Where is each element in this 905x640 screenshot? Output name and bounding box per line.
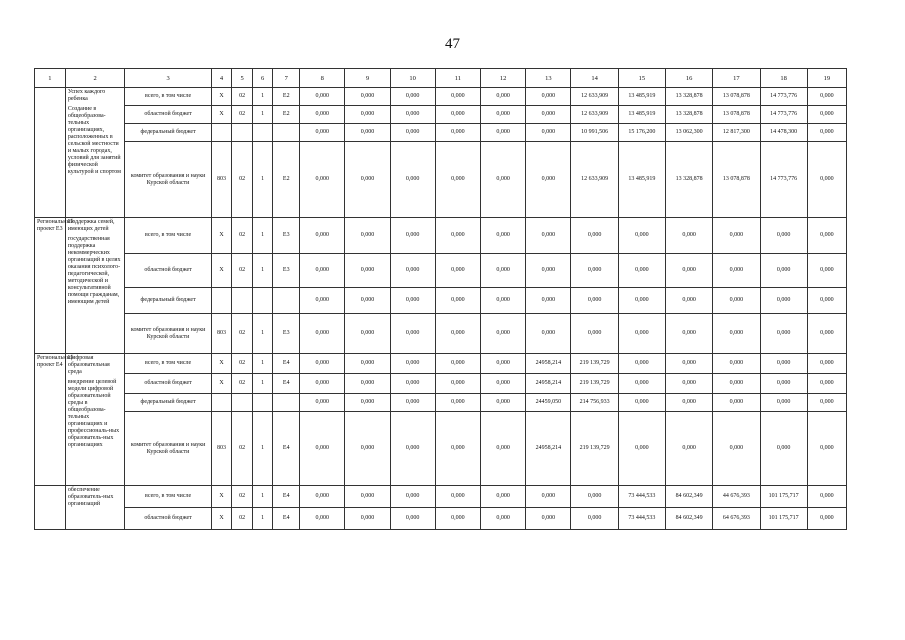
code-cell xyxy=(232,288,253,314)
amount-cell: 13 062,300 xyxy=(665,124,712,142)
amount-cell: 0,000 xyxy=(665,254,712,288)
amount-cell: 24459,050 xyxy=(526,394,571,412)
amount-cell: 0,000 xyxy=(300,374,345,394)
code-cell: 02 xyxy=(232,354,253,374)
amount-cell: 0,000 xyxy=(300,508,345,530)
amount-cell: 73 444,533 xyxy=(618,486,665,508)
amount-cell: 10 991,506 xyxy=(571,124,618,142)
column-header: 9 xyxy=(345,69,390,88)
amount-cell: 0,000 xyxy=(435,486,480,508)
table-row xyxy=(35,106,847,124)
code-cell: 1 xyxy=(252,486,273,508)
funding-source-cell: федеральный бюджет xyxy=(125,394,211,412)
program-cell: Региональный проект Е4 xyxy=(35,354,66,486)
amount-cell: 0,000 xyxy=(571,218,618,254)
measure-title: Успех каждого ребенка xyxy=(67,89,106,102)
amount-cell: 0,000 xyxy=(713,394,760,412)
amount-cell: 0,000 xyxy=(390,288,435,314)
amount-cell: 0,000 xyxy=(345,412,390,486)
amount-cell: 0,000 xyxy=(390,142,435,218)
column-header: 8 xyxy=(300,69,345,88)
code-cell: 02 xyxy=(232,106,253,124)
funding-source-cell: всего, в том числе xyxy=(125,486,211,508)
amount-cell: 0,000 xyxy=(760,314,807,354)
amount-cell: 0,000 xyxy=(526,124,571,142)
amount-cell: 0,000 xyxy=(435,288,480,314)
amount-cell: 0,000 xyxy=(807,254,846,288)
amount-cell: 14 478,300 xyxy=(760,124,807,142)
amount-cell: 0,000 xyxy=(571,288,618,314)
code-cell: Е3 xyxy=(273,218,300,254)
table-row xyxy=(35,142,847,218)
amount-cell: 14 773,776 xyxy=(760,106,807,124)
code-cell: Х xyxy=(211,254,232,288)
code-cell: 02 xyxy=(232,508,253,530)
amount-cell: 0,000 xyxy=(481,142,526,218)
table-row xyxy=(35,394,847,412)
budget-table xyxy=(34,68,847,530)
column-header: 10 xyxy=(390,69,435,88)
amount-cell: 0,000 xyxy=(618,354,665,374)
amount-cell: 0,000 xyxy=(390,374,435,394)
amount-cell: 0,000 xyxy=(300,354,345,374)
code-cell xyxy=(232,394,253,412)
amount-cell: 0,000 xyxy=(618,374,665,394)
amount-cell: 219 139,729 xyxy=(571,374,618,394)
amount-cell: 0,000 xyxy=(526,314,571,354)
amount-cell: 0,000 xyxy=(807,508,846,530)
code-cell: Е3 xyxy=(273,314,300,354)
amount-cell: 13 078,878 xyxy=(713,142,760,218)
amount-cell: 0,000 xyxy=(345,314,390,354)
funding-source-cell: всего, в том числе xyxy=(125,88,211,106)
code-cell: 803 xyxy=(211,142,232,218)
amount-cell: 13 328,878 xyxy=(665,142,712,218)
amount-cell: 0,000 xyxy=(481,288,526,314)
amount-cell: 0,000 xyxy=(807,354,846,374)
column-header: 4 xyxy=(211,69,232,88)
amount-cell: 0,000 xyxy=(807,88,846,106)
amount-cell: 0,000 xyxy=(435,142,480,218)
column-header: 19 xyxy=(807,69,846,88)
code-cell: 02 xyxy=(232,218,253,254)
amount-cell: 0,000 xyxy=(526,254,571,288)
amount-cell: 0,000 xyxy=(618,254,665,288)
amount-cell: 0,000 xyxy=(618,218,665,254)
amount-cell: 14 773,776 xyxy=(760,88,807,106)
amount-cell: 0,000 xyxy=(760,254,807,288)
column-header: 6 xyxy=(252,69,273,88)
amount-cell: 0,000 xyxy=(435,106,480,124)
amount-cell: 101 175,717 xyxy=(760,486,807,508)
measure-cell xyxy=(65,218,125,354)
column-header: 7 xyxy=(273,69,300,88)
amount-cell: 0,000 xyxy=(390,254,435,288)
column-header-row xyxy=(35,69,847,88)
code-cell xyxy=(211,124,232,142)
amount-cell: 84 602,349 xyxy=(665,486,712,508)
column-header: 1 xyxy=(35,69,66,88)
code-cell: 803 xyxy=(211,314,232,354)
code-cell: Х xyxy=(211,508,232,530)
amount-cell: 0,000 xyxy=(665,412,712,486)
amount-cell: 0,000 xyxy=(665,314,712,354)
column-header: 18 xyxy=(760,69,807,88)
amount-cell: 0,000 xyxy=(481,218,526,254)
amount-cell: 13 485,919 xyxy=(618,142,665,218)
amount-cell: 0,000 xyxy=(390,124,435,142)
amount-cell: 219 139,729 xyxy=(571,412,618,486)
amount-cell: 15 176,200 xyxy=(618,124,665,142)
amount-cell: 0,000 xyxy=(345,218,390,254)
amount-cell: 0,000 xyxy=(807,288,846,314)
amount-cell: 13 078,878 xyxy=(713,106,760,124)
amount-cell: 0,000 xyxy=(300,412,345,486)
measure-detail: внедрение целевой модели цифровой образовательной среды в общеобразова-тельных организациях и профессиональ-ных образователь-ных организациях xyxy=(67,379,120,448)
code-cell: 02 xyxy=(232,486,253,508)
amount-cell: 0,000 xyxy=(390,394,435,412)
program-cell xyxy=(35,88,66,218)
amount-cell: 0,000 xyxy=(300,288,345,314)
code-cell xyxy=(252,288,273,314)
amount-cell: 0,000 xyxy=(807,124,846,142)
code-cell: Е2 xyxy=(273,142,300,218)
amount-cell: 13 078,878 xyxy=(713,88,760,106)
code-cell xyxy=(273,288,300,314)
amount-cell: 44 676,393 xyxy=(713,486,760,508)
amount-cell: 0,000 xyxy=(481,486,526,508)
amount-cell: 0,000 xyxy=(526,508,571,530)
column-header: 17 xyxy=(713,69,760,88)
amount-cell: 0,000 xyxy=(760,288,807,314)
column-header: 14 xyxy=(571,69,618,88)
column-header: 5 xyxy=(232,69,253,88)
code-cell xyxy=(273,124,300,142)
amount-cell: 0,000 xyxy=(526,288,571,314)
amount-cell: 0,000 xyxy=(760,374,807,394)
code-cell: 1 xyxy=(252,254,273,288)
code-cell xyxy=(211,394,232,412)
code-cell: Е2 xyxy=(273,88,300,106)
amount-cell: 0,000 xyxy=(435,394,480,412)
amount-cell: 0,000 xyxy=(345,394,390,412)
measure-cell xyxy=(65,486,125,530)
funding-source-cell: всего, в том числе xyxy=(125,218,211,254)
amount-cell: 0,000 xyxy=(345,508,390,530)
amount-cell: 0,000 xyxy=(435,508,480,530)
measure-detail: Создание в общеобразова-тельных организациях, расположенных в сельской местности и малых городах, условий для занятий физической культурой и спортом xyxy=(67,106,121,175)
amount-cell: 0,000 xyxy=(665,394,712,412)
amount-cell: 0,000 xyxy=(390,354,435,374)
table-row xyxy=(35,218,847,254)
code-cell: 02 xyxy=(232,254,253,288)
amount-cell: 0,000 xyxy=(345,374,390,394)
amount-cell: 0,000 xyxy=(760,354,807,374)
amount-cell: 0,000 xyxy=(345,254,390,288)
table-row xyxy=(35,374,847,394)
amount-cell: 13 328,878 xyxy=(665,88,712,106)
amount-cell: 0,000 xyxy=(665,288,712,314)
amount-cell: 24958,214 xyxy=(526,354,571,374)
amount-cell: 0,000 xyxy=(345,486,390,508)
code-cell: Х xyxy=(211,374,232,394)
column-header: 12 xyxy=(481,69,526,88)
amount-cell: 0,000 xyxy=(665,374,712,394)
measure-cell xyxy=(65,88,125,218)
column-header: 2 xyxy=(65,69,125,88)
amount-cell: 0,000 xyxy=(807,142,846,218)
amount-cell: 0,000 xyxy=(390,412,435,486)
code-cell: Е4 xyxy=(273,508,300,530)
measure-cell xyxy=(65,354,125,486)
amount-cell: 0,000 xyxy=(390,88,435,106)
amount-cell: 0,000 xyxy=(618,288,665,314)
amount-cell: 219 139,729 xyxy=(571,354,618,374)
amount-cell: 12 633,909 xyxy=(571,88,618,106)
code-cell: 1 xyxy=(252,218,273,254)
amount-cell: 0,000 xyxy=(481,314,526,354)
funding-source-cell: федеральный бюджет xyxy=(125,124,211,142)
table-row xyxy=(35,486,847,508)
table-row xyxy=(35,314,847,354)
code-cell: Х xyxy=(211,106,232,124)
amount-cell: 0,000 xyxy=(300,314,345,354)
amount-cell: 0,000 xyxy=(300,394,345,412)
amount-cell: 0,000 xyxy=(481,374,526,394)
amount-cell: 12 817,300 xyxy=(713,124,760,142)
amount-cell: 0,000 xyxy=(345,88,390,106)
code-cell: 02 xyxy=(232,142,253,218)
funding-source-cell: областной бюджет xyxy=(125,508,211,530)
amount-cell: 0,000 xyxy=(435,412,480,486)
column-header: 13 xyxy=(526,69,571,88)
table-row xyxy=(35,88,847,106)
code-cell: Е4 xyxy=(273,374,300,394)
amount-cell: 0,000 xyxy=(481,88,526,106)
code-cell: 803 xyxy=(211,412,232,486)
code-cell: 1 xyxy=(252,374,273,394)
funding-source-cell: комитет образования и науки Курской области xyxy=(125,142,211,218)
column-header: 3 xyxy=(125,69,211,88)
amount-cell: 0,000 xyxy=(481,354,526,374)
amount-cell: 0,000 xyxy=(760,394,807,412)
table-row xyxy=(35,354,847,374)
code-cell: 02 xyxy=(232,374,253,394)
amount-cell: 0,000 xyxy=(618,412,665,486)
amount-cell: 0,000 xyxy=(526,106,571,124)
amount-cell: 0,000 xyxy=(713,314,760,354)
code-cell: Х xyxy=(211,88,232,106)
column-header: 11 xyxy=(435,69,480,88)
table-row xyxy=(35,124,847,142)
amount-cell: 0,000 xyxy=(807,412,846,486)
table-row xyxy=(35,508,847,530)
code-cell xyxy=(252,394,273,412)
amount-cell: 0,000 xyxy=(807,486,846,508)
amount-cell: 24958,214 xyxy=(526,374,571,394)
amount-cell: 0,000 xyxy=(526,88,571,106)
amount-cell: 0,000 xyxy=(526,142,571,218)
amount-cell: 0,000 xyxy=(760,218,807,254)
amount-cell: 0,000 xyxy=(807,314,846,354)
amount-cell: 0,000 xyxy=(300,106,345,124)
code-cell: 02 xyxy=(232,412,253,486)
measure-title: Поддержка семей, имеющих детей xyxy=(67,219,115,232)
amount-cell: 84 602,349 xyxy=(665,508,712,530)
amount-cell: 0,000 xyxy=(807,218,846,254)
code-cell: Х xyxy=(211,486,232,508)
code-cell: Х xyxy=(211,218,232,254)
amount-cell: 12 633,909 xyxy=(571,142,618,218)
amount-cell: 0,000 xyxy=(435,354,480,374)
funding-source-cell: областной бюджет xyxy=(125,254,211,288)
funding-source-cell: федеральный бюджет xyxy=(125,288,211,314)
funding-source-cell: комитет образования и науки Курской области xyxy=(125,412,211,486)
code-cell: 02 xyxy=(232,88,253,106)
program-cell xyxy=(35,486,66,530)
amount-cell: 101 175,717 xyxy=(760,508,807,530)
amount-cell: 13 328,878 xyxy=(665,106,712,124)
amount-cell: 0,000 xyxy=(713,412,760,486)
code-cell: 02 xyxy=(232,314,253,354)
amount-cell: 0,000 xyxy=(571,486,618,508)
amount-cell: 0,000 xyxy=(390,314,435,354)
amount-cell: 0,000 xyxy=(665,354,712,374)
code-cell: 1 xyxy=(252,354,273,374)
amount-cell: 0,000 xyxy=(300,142,345,218)
amount-cell: 0,000 xyxy=(435,254,480,288)
amount-cell: 0,000 xyxy=(526,486,571,508)
code-cell xyxy=(273,394,300,412)
amount-cell: 0,000 xyxy=(618,394,665,412)
table-row xyxy=(35,412,847,486)
amount-cell: 0,000 xyxy=(618,314,665,354)
code-cell: 1 xyxy=(252,106,273,124)
amount-cell: 0,000 xyxy=(481,508,526,530)
code-cell: 1 xyxy=(252,314,273,354)
amount-cell: 0,000 xyxy=(435,124,480,142)
code-cell: Х xyxy=(211,354,232,374)
amount-cell: 73 444,533 xyxy=(618,508,665,530)
amount-cell: 24958,214 xyxy=(526,412,571,486)
amount-cell: 0,000 xyxy=(807,374,846,394)
column-header: 16 xyxy=(665,69,712,88)
amount-cell: 0,000 xyxy=(481,254,526,288)
measure-title: обеспечение образователь-ных организаций xyxy=(67,487,114,507)
amount-cell: 0,000 xyxy=(435,374,480,394)
amount-cell: 0,000 xyxy=(345,142,390,218)
amount-cell: 0,000 xyxy=(300,218,345,254)
amount-cell: 0,000 xyxy=(300,124,345,142)
code-cell xyxy=(211,288,232,314)
amount-cell: 0,000 xyxy=(713,354,760,374)
code-cell: 1 xyxy=(252,88,273,106)
amount-cell: 0,000 xyxy=(345,106,390,124)
table-row xyxy=(35,288,847,314)
amount-cell: 13 485,919 xyxy=(618,106,665,124)
amount-cell: 0,000 xyxy=(390,486,435,508)
amount-cell: 64 676,393 xyxy=(713,508,760,530)
code-cell: 1 xyxy=(252,508,273,530)
amount-cell: 12 633,909 xyxy=(571,106,618,124)
amount-cell: 0,000 xyxy=(571,314,618,354)
amount-cell: 0,000 xyxy=(481,124,526,142)
funding-source-cell: комитет образования и науки Курской области xyxy=(125,314,211,354)
table-row xyxy=(35,254,847,288)
measure-title: Цифровая образовательная среда xyxy=(67,355,110,375)
amount-cell: 0,000 xyxy=(390,106,435,124)
program-cell: Региональный проект Е3 xyxy=(35,218,66,354)
amount-cell: 0,000 xyxy=(390,218,435,254)
amount-cell: 0,000 xyxy=(435,88,480,106)
amount-cell: 0,000 xyxy=(435,314,480,354)
code-cell xyxy=(252,124,273,142)
amount-cell: 0,000 xyxy=(807,106,846,124)
amount-cell: 0,000 xyxy=(713,288,760,314)
amount-cell: 0,000 xyxy=(760,412,807,486)
amount-cell: 0,000 xyxy=(713,218,760,254)
amount-cell: 0,000 xyxy=(807,394,846,412)
code-cell: Е3 xyxy=(273,254,300,288)
code-cell xyxy=(232,124,253,142)
amount-cell: 13 485,919 xyxy=(618,88,665,106)
amount-cell: 0,000 xyxy=(571,508,618,530)
funding-source-cell: всего, в том числе xyxy=(125,354,211,374)
funding-source-cell: областной бюджет xyxy=(125,106,211,124)
amount-cell: 0,000 xyxy=(665,218,712,254)
amount-cell: 214 756,933 xyxy=(571,394,618,412)
measure-detail: государственная поддержка некоммерческих организаций в целях оказания психолого-педагогической, методической и консультативной помощи гражданам, имеющим детей xyxy=(67,236,121,305)
code-cell: 1 xyxy=(252,142,273,218)
amount-cell: 0,000 xyxy=(300,254,345,288)
amount-cell: 0,000 xyxy=(435,218,480,254)
page-number: 47 xyxy=(445,36,460,52)
amount-cell: 0,000 xyxy=(300,486,345,508)
funding-source-cell: областной бюджет xyxy=(125,374,211,394)
amount-cell: 0,000 xyxy=(345,124,390,142)
code-cell: Е2 xyxy=(273,106,300,124)
column-header: 15 xyxy=(618,69,665,88)
amount-cell: 0,000 xyxy=(345,354,390,374)
code-cell: 1 xyxy=(252,412,273,486)
amount-cell: 14 773,776 xyxy=(760,142,807,218)
amount-cell: 0,000 xyxy=(481,106,526,124)
amount-cell: 0,000 xyxy=(481,394,526,412)
code-cell: Е4 xyxy=(273,354,300,374)
amount-cell: 0,000 xyxy=(571,254,618,288)
amount-cell: 0,000 xyxy=(345,288,390,314)
amount-cell: 0,000 xyxy=(300,88,345,106)
amount-cell: 0,000 xyxy=(526,218,571,254)
amount-cell: 0,000 xyxy=(481,412,526,486)
code-cell: Е4 xyxy=(273,412,300,486)
amount-cell: 0,000 xyxy=(713,374,760,394)
amount-cell: 0,000 xyxy=(390,508,435,530)
amount-cell: 0,000 xyxy=(713,254,760,288)
code-cell: Е4 xyxy=(273,486,300,508)
